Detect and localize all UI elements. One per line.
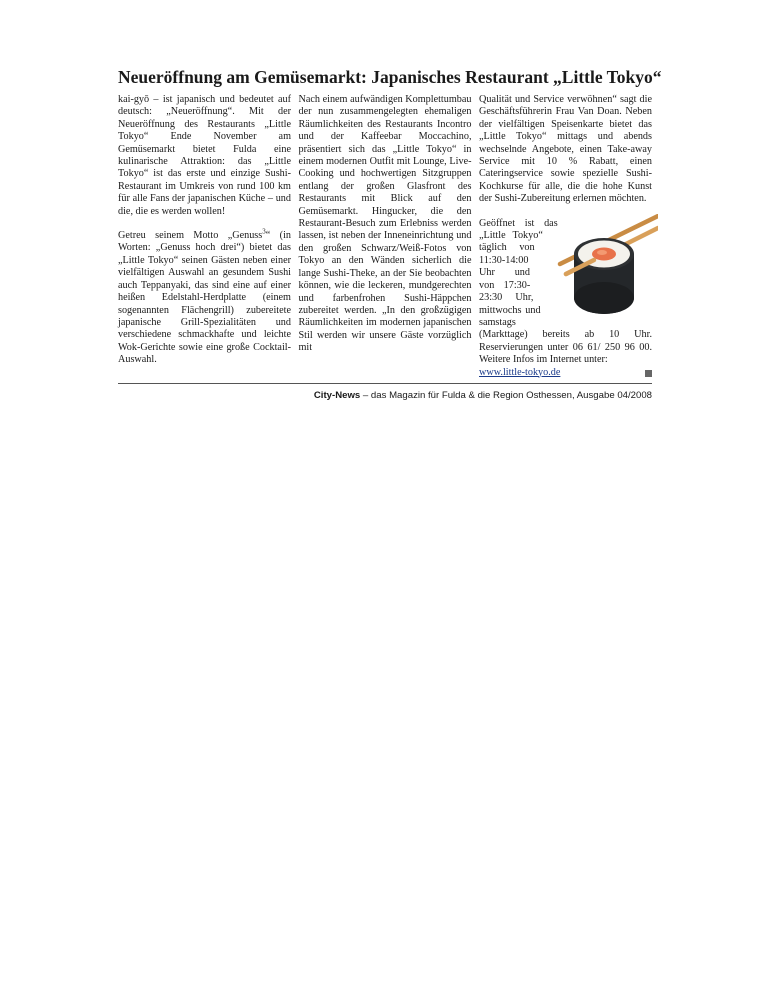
article-columns (118, 94, 652, 379)
column-1 (118, 94, 291, 379)
website-link[interactable]: www.little-tokyo.de (479, 366, 561, 378)
footer-brand: City-News (313, 389, 361, 401)
end-of-article-square-icon (645, 370, 652, 377)
motto-before: Getreu seinem Motto „Genuss (118, 230, 263, 242)
column-3-paragraph-1: Qualität und Service verwöhnen“ sagt die Geschäftsführerin Frau Van Doan. Neben der vielfältigen Speisenkarte bietet das „Little Tokyo“ mittags und abends wechselnde Angebote, einen Take-away Service mit 10 % Rabatt, einen Cateringservice sowie spezielle Sushi-Kochkurse für alle, die die hohe Kunst der Sushi-Zubereitung erlernen möchten. (479, 94, 652, 205)
opening-hours-text: Geöffnet ist das „Little Tokyo“ täglich von 11:30-14:00 Uhr und von 17:30-23:30 Uhr, mittwochs und samstags (Markttage) bereits ab 10 Uhr. Reservierungen unter 06 61/ 250 96 00. Weitere Infos im Internet unter: (479, 217, 652, 366)
article (118, 66, 662, 401)
headline: Neueröffnung am Gemüsemarkt: Japanisches Restaurant „Little Tokyo“ (118, 67, 662, 87)
motto-superscript: 3 (262, 227, 266, 236)
column-2-paragraph-1: Nach einem aufwändigen Komplettumbau der nun zusammengelegten ehemaligen Räumlichkeiten des Restaurants Incontro und der Kaffeebar Moccachino, präsentiert sich das „Little Tokyo“ in einem modernen Outfit mit Lounge, Live-Cooking und hochwertigen Sitzgruppen entlang der großen Glasfront des Restaurants mit Blick auf den Gemüsemarkt. Hingucker, die den Restaurant-Besuch zum Erlebniss werden lassen, ist neben der Inneneinrichtung und den großen Schwarz/Weiß-Fotos von Tokyo an den Wänden sicherlich die lange Sushi-Theke, an der Sie beobachten können, wie die leckeren, mundgerechten und farbenfrohen Sushi-Häppchen zubereitet werden. „In den großzügigen Räumlichkeiten im modernen japanischen Stil werden wir unsere Gäste vorzüglich mit (298, 94, 472, 354)
motto-after: “ (in Worten: „Genuss hoch drei“) bietet das „Little Tokyo“ seinen Gästen neben einer vielfältigen Auswahl an gesundem Sushi auch Teppanyaki, das sind eine auf einer heißen Edelstahl-Herdplatte (einem sogenannten Flächengrill) zubereitete japanische Grill-Spezialitäten und verschiedene schmackhafte und leichte Wok-Gerichte sowie eine große Cocktail-Auswahl. (118, 230, 292, 366)
column-3 (479, 94, 652, 379)
footer (118, 390, 652, 401)
column-2 (299, 94, 472, 379)
footer-text: – das Magazin für Fulda & die Region Osthessen, Ausgabe 04/2008 (360, 389, 652, 401)
column-3-paragraph-2 (479, 218, 652, 379)
sushi-roll-image (536, 214, 658, 322)
column-1-paragraph-2 (118, 227, 292, 366)
footer-divider (118, 383, 652, 384)
column-1-paragraph-1: kai-gyō – ist japanisch und bedeutet auf deutsch: „Neueröffnung“. Mit der Neueröffnung des Restaurants „Little Tokyo“ Ende November am Gemüsemarkt bietet Fulda eine kulinarische Attraktion: das „Little Tokyo“ ist das erste und einzige Sushi-Restaurant im Umkreis von rund 100 km für alle Fans der japanischen Küche – und die, die es werden wollen! (118, 94, 291, 217)
